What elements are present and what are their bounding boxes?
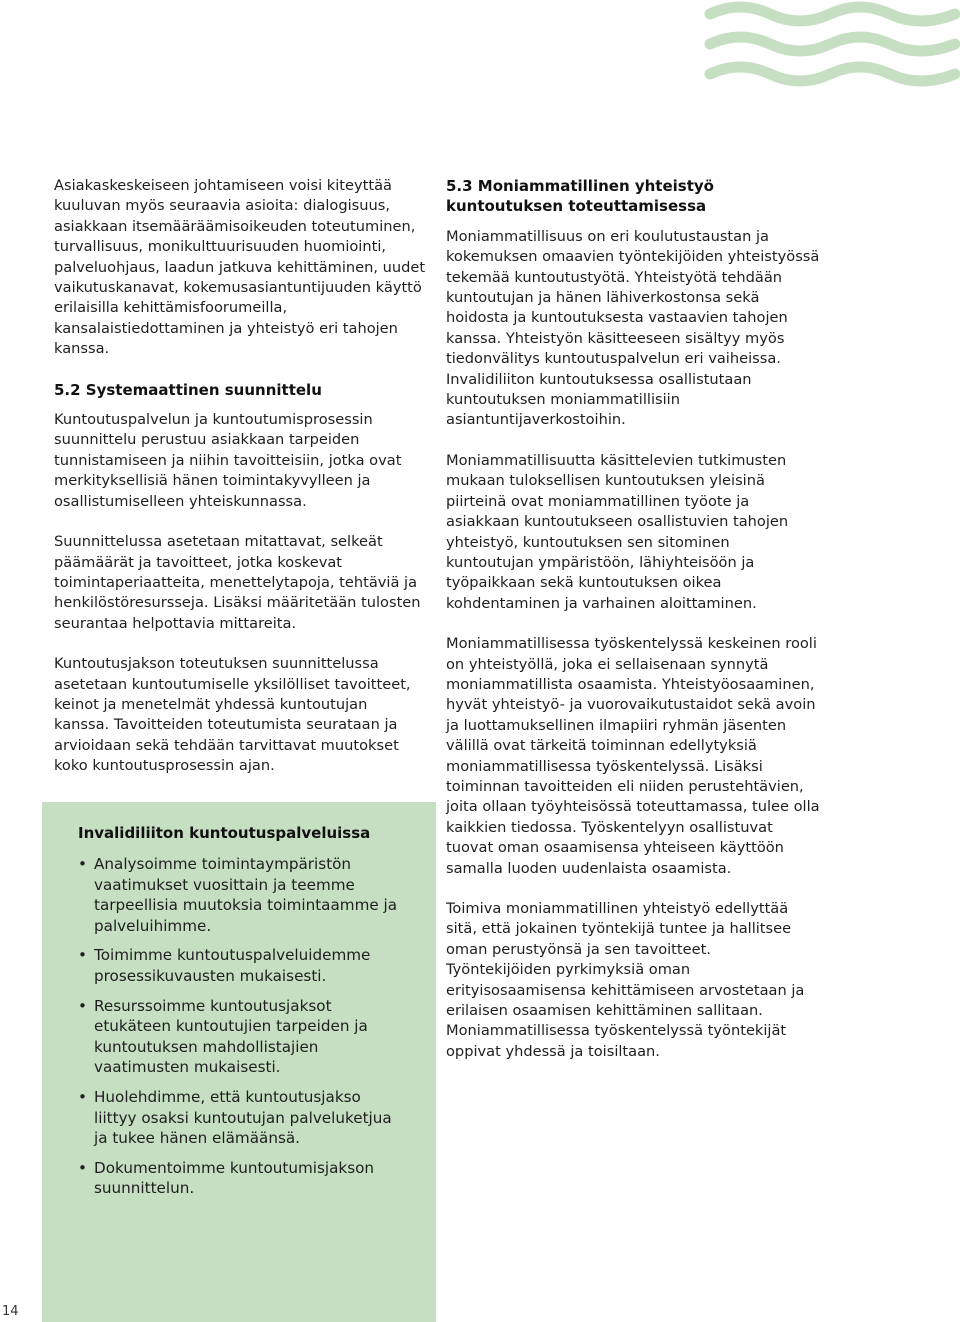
body-paragraph: Moniammatillisessa työskentelyssä keskeinen rooli on yhteistyöllä, joka ei sellaisenaan synnytä moniammatillista osaamista. Yhteistyöosaaminen, hyvät yhteistyö- ja vuorovaikutustaidot sekä avoin ja luottamuksellinen ilmapiiri ryhmän jäsenten välillä ovat tärkeitä toiminnan edellytyksiä moniammatillisessa työskentelyssä. Lisäksi toiminnan tavoitteiden eli niiden perustehtävien, joita ollaan työyhteisössä toteuttamassa, tulee olla kaikkien tiedossa. Työskentelyyn osallistuvat tuovat oman osaamisensa yhteiseen käyttöön samalla luoden uudenlaista osaamista.: [446, 635, 820, 877]
list-item: [78, 945, 408, 986]
bullet-icon: •: [78, 1158, 87, 1177]
body-paragraph: Kuntoutuspalvelun ja kuntoutumisprosessin suunnittelu perustuu asiakkaan tarpeiden tunnistamiseen ja niihin tavoitteisiin, jotka ovat merkityksellisiä hänen toimintakyvylleen ja osallistumiselleen yhteiskunnassa.: [54, 411, 402, 510]
body-paragraph: Moniammatillisuus on eri koulutustaustan ja kokemuksen omaavien työntekijöiden yhteistyössä tekemää kuntoutustyötä. Yhteistyötä tehdään kuntoutujan ja hänen lähiverkostonsa sekä hoidosta ja kuntoutuksesta vastaavien tahojen kanssa. Yhteistyön käsitteeseen sisältyy myös tiedonvälitys kuntoutuspalvelun eri vaiheissa. Invalidiliiton kuntoutuksessa osallistutaan kuntoutuksen moniammatillisiin asiantuntijaverkostoihin.: [446, 227, 820, 429]
list-item: [78, 854, 408, 936]
list-item-text: Huolehdimme, että kuntoutusjakso liittyy osaksi kuntoutujan palveluketjua ja tukee hänen elämäänsä.: [94, 1087, 392, 1148]
body-paragraph: Toimiva moniammatillinen yhteistyö edellyttää sitä, että jokainen työntekijä tuntee ja hallitsee oman perustyönsä ja sen tavoitteet. Työntekijöiden pyrkimyksiä oman erityisosaamisensa kehittämiseen arvostetaan ja erilaisen osaamisen kehittäminen sallitaan. Moniammatillisessa työskentelyssä työntekijät oppivat yhdessä ja toisiltaan.: [446, 900, 805, 1060]
heading-line: kuntoutuksen toteuttamisessa: [446, 197, 707, 216]
right-column: [446, 176, 820, 1082]
list-item: [78, 1158, 408, 1199]
list-item-text: Resurssoimme kuntoutusjaksot etukäteen kuntoutujien tarpeiden ja kuntoutuksen mahdollistajien vaatimusten mukaisesti.: [94, 996, 368, 1077]
body-paragraph: Moniammatillisuutta käsittelevien tutkimusten mukaan tuloksellisen kuntoutuksen yleisinä piirteinä ovat moniammatillinen työote ja asiakkaan kuntoutukseen osallistuvien tahojen yhteistyö, kuntoutuksen sen sitominen kuntoutujan ympäristöön, lähiyhteisöön ja työpaikkaan sekä kuntoutuksen oikea kohdentaminen ja varhainen aloittaminen.: [446, 451, 789, 612]
bullet-icon: •: [78, 855, 87, 873]
bullet-icon: •: [78, 996, 87, 1015]
list-item-text: Dokumentoimme kuntoutumisjakson suunnittelun.: [94, 1158, 375, 1198]
info-box-title: Invalidiliiton kuntoutuspalveluissa: [78, 824, 371, 842]
bullet-icon: •: [78, 1087, 87, 1106]
heading-line: 5.3 Moniammatillinen yhteistyö: [446, 177, 714, 195]
info-box: [42, 802, 436, 1322]
body-paragraph: Kuntoutusjakson toteutuksen suunnittelussa asetetaan kuntoutumiselle yksilölliset tavoitteet, keinot ja menetelmät yhdessä kuntoutujan kanssa. Tavoitteiden toteutumista seurataan ja arvioidaan sekä tehdään tarvittavat muutokset koko kuntoutusprosessin ajan.: [54, 655, 411, 775]
section-heading-5-3: [446, 176, 820, 217]
wave-decoration: [700, 0, 960, 100]
page-number: 14: [2, 1304, 19, 1319]
list-item: [78, 1087, 408, 1149]
section-heading-5-2: 5.2 Systemaattinen suunnittelu: [54, 380, 322, 399]
list-item-text: Analysoimme toimintaympäristön vaatimukset vuosittain ja teemme tarpeellisia muutoksia toimintaamme ja palveluihimme.: [94, 855, 398, 935]
left-column: [54, 176, 426, 797]
info-box-list: [78, 854, 408, 1208]
body-paragraph: Suunnittelussa asetetaan mitattavat, selkeät päämäärät ja tavoitteet, jotka koskevat toimintaperiaatteita, menettelytapoja, tehtäviä ja henkilöstöresursseja. Lisäksi määritetään tulosten seurantaa helpottavia mittareita.: [54, 533, 421, 632]
intro-paragraph: Asiakaskeskeiseen johtamiseen voisi kiteyttää kuuluvan myös seuraavia asioita: dialogisuus, asiakkaan itsemääräämisoikeuden toteutuminen, turvallisuus, monikulttuurisuuden huomiointi, palveluohjaus, laadun jatkuva kehittäminen, uudet vaikutuskanavat, kokemusasiantuntijuuden käyttö erilaisilla kehittämisfoorumeilla, kansalaistiedottaminen ja yhteistyö eri tahojen kanssa.: [54, 177, 426, 358]
list-item-text: Toimimme kuntoutuspalveluidemme prosessikuvausten mukaisesti.: [94, 946, 371, 985]
list-item: [78, 996, 408, 1078]
bullet-icon: •: [78, 946, 87, 965]
